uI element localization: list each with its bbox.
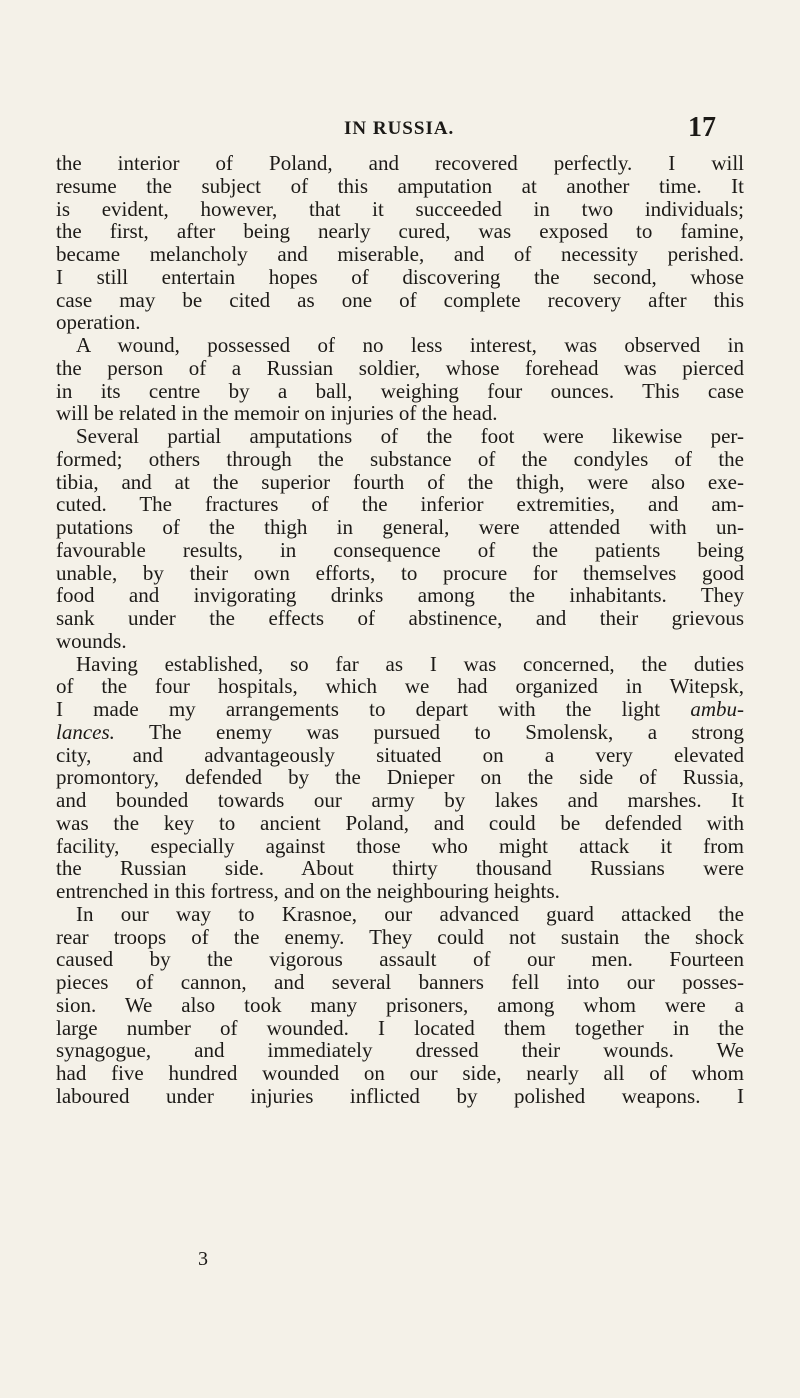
text-line: case may be cited as one of complete recovery after this [56, 287, 744, 312]
text-line: putations of the thigh in general, were attended with un- [56, 515, 744, 539]
text-line: laboured under injuries inflicted by polished weapons. I [56, 1083, 744, 1108]
text-line: wounds. [56, 628, 127, 653]
page-header [0, 112, 800, 152]
text-line: city, and advantageously situated on a very elevated [56, 742, 744, 767]
text-line: and bounded towards our army by lakes and marshes. It [56, 788, 744, 812]
text-line: operation. [56, 310, 141, 335]
text-line: large number of wounded. I located them together in the [56, 1015, 744, 1040]
text-line: formed; others through the substance of the condyles of the [56, 446, 744, 471]
text-line: Several partial amputations of the foot were likewise per- [76, 424, 744, 448]
text-line: tibia, and at the superior fourth of the thigh, were also exe- [56, 469, 744, 494]
text-line: facility, especially against those who might attack it from [56, 833, 744, 858]
text-line: sion. We also took many prisoners, among whom were a [56, 992, 744, 1017]
text-line: favourable results, in consequence of the patients being [56, 537, 744, 562]
text-line: became melancholy and miserable, and of necessity perished. [56, 242, 744, 266]
text-line: pieces of cannon, and several banners fell into our posses- [56, 970, 744, 994]
text-line: promontory, defended by the Dnieper on the side of Russia, [56, 765, 744, 790]
text-line: A wound, possessed of no less interest, was observed in [76, 333, 744, 357]
body-text [56, 152, 744, 1108]
text-line: was the key to ancient Poland, and could be defended with [56, 810, 744, 835]
text-line: I made my arrangements to depart with the light ambu- [56, 697, 744, 721]
text-line: the person of a Russian soldier, whose forehead was pierced [56, 355, 744, 380]
text-line: the first, after being nearly cured, was exposed to famine, [56, 219, 744, 244]
text-line: unable, by their own efforts, to procure for themselves good [56, 560, 744, 585]
text-line: the interior of Poland, and recovered perfectly. I will [56, 151, 744, 175]
text-line: I still entertain hopes of discovering the second, whose [56, 264, 744, 289]
text-line: is evident, however, that it succeeded in two individuals; [56, 196, 744, 221]
text-line: had five hundred wounded on our side, nearly all of whom [56, 1061, 744, 1085]
text-line: Having established, so far as I was concerned, the duties [76, 651, 744, 676]
text-line: of the four hospitals, which we had organized in Witepsk, [56, 674, 744, 699]
signature-mark: 3 [198, 1248, 208, 1270]
running-title: IN RUSSIA. [344, 118, 455, 139]
text-line: resume the subject of this amputation at another time. It [56, 173, 744, 198]
text-line: in its centre by a ball, weighing four ounces. This case [56, 378, 744, 403]
page-number: 17 [688, 112, 716, 143]
text-line: synagogue, and immediately dressed their wounds. We [56, 1038, 744, 1063]
text-line: rear troops of the enemy. They could not sustain the shock [56, 924, 744, 949]
text-line: entrenched in this fortress, and on the neighbouring heights. [56, 879, 560, 903]
text-line: the Russian side. About thirty thousand Russians were [56, 856, 744, 881]
text-line: food and invigorating drinks among the inhabitants. They [56, 583, 744, 608]
text-line: sank under the effects of abstinence, and their grievous [56, 606, 744, 630]
text-line: In our way to Krasnoe, our advanced guard attacked the [76, 901, 744, 926]
text-line: lances. The enemy was pursued to Smolensk, a strong [56, 719, 744, 744]
text-line: cuted. The fractures of the inferior extremities, and am- [56, 492, 744, 517]
text-line: will be related in the memoir on injuries of the head. [56, 401, 498, 426]
text-line: caused by the vigorous assault of our men. Fourteen [56, 947, 744, 972]
